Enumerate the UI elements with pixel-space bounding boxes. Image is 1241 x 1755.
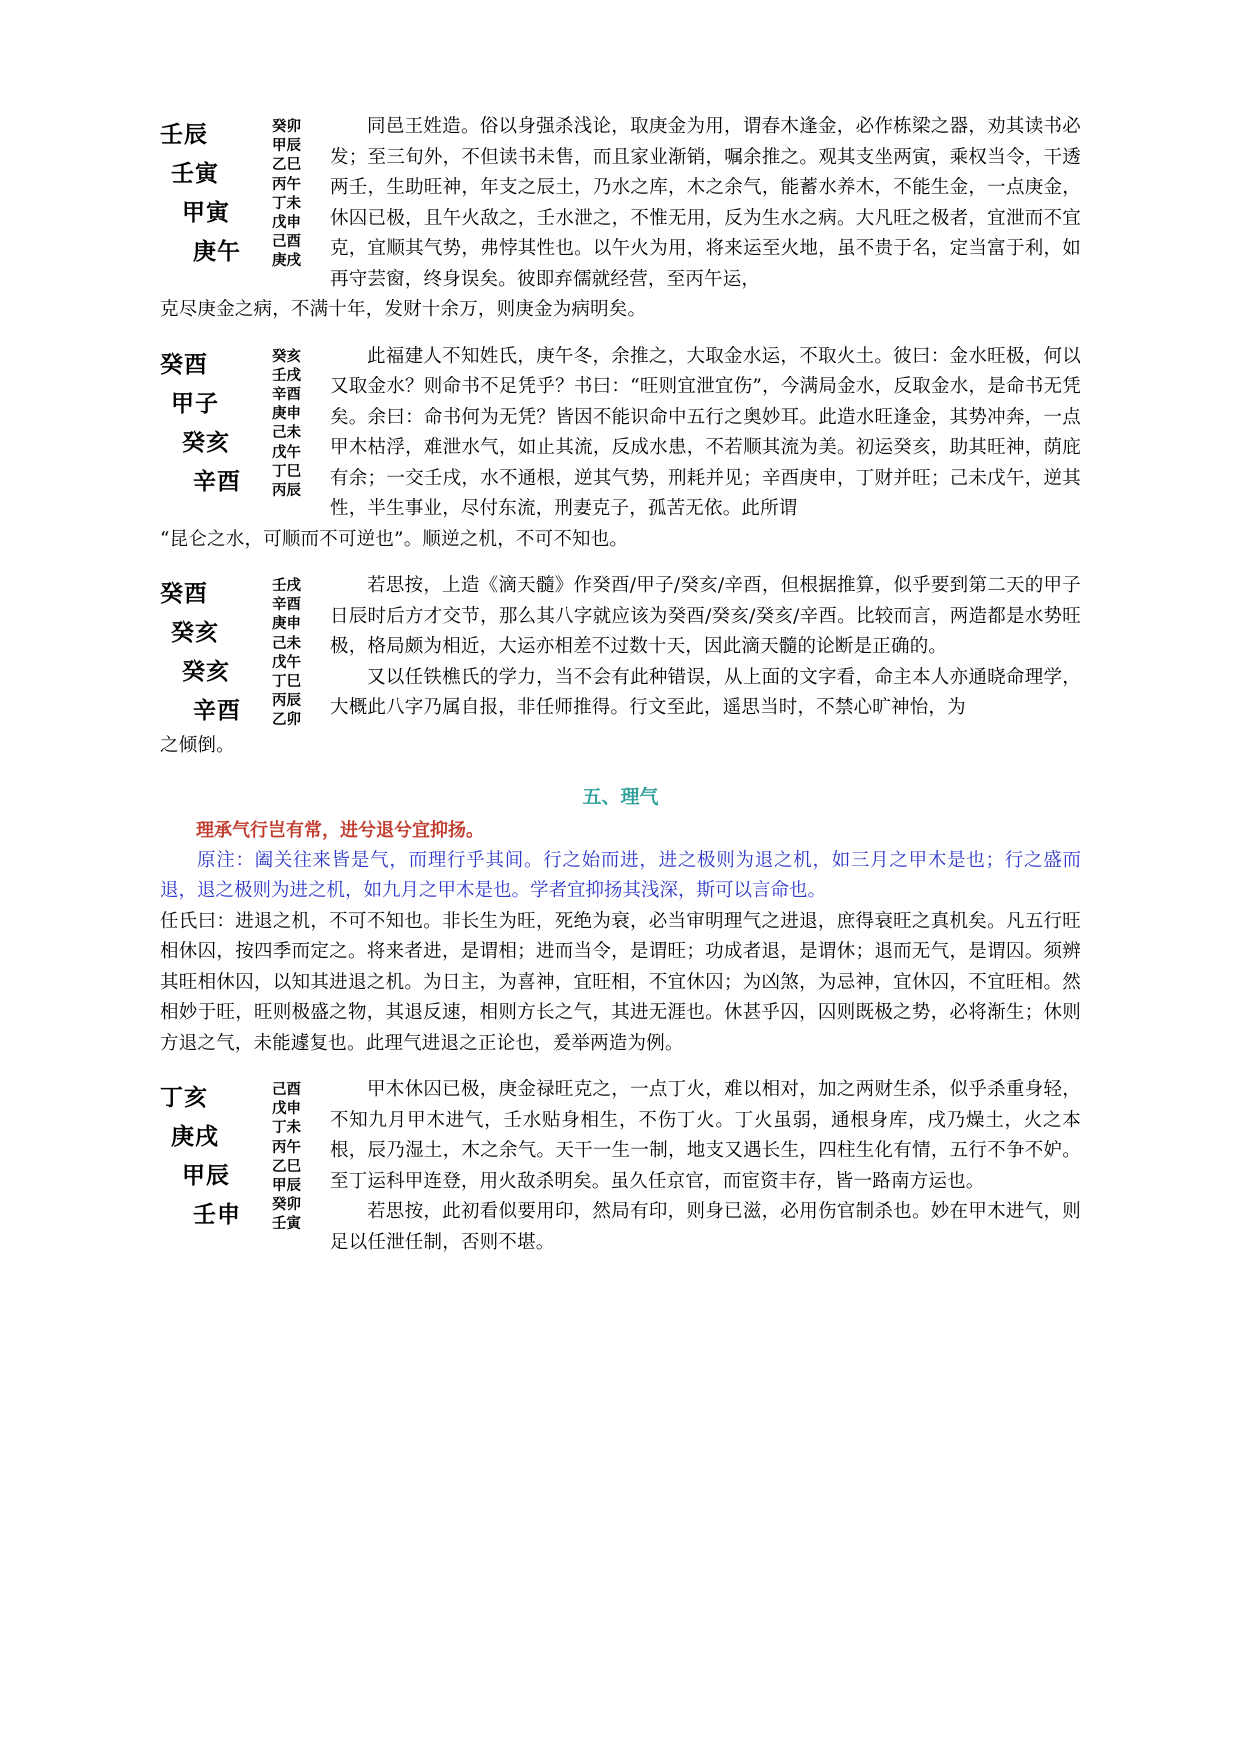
- luck-branch: 酉: [286, 386, 301, 403]
- case-text-1: [330, 112, 1081, 295]
- page-content: [160, 112, 1081, 1258]
- luck-stem: 庚: [272, 616, 287, 633]
- pillar-month: 癸亥: [171, 620, 219, 646]
- luck-branch: 辰: [286, 138, 301, 155]
- case-paragraph-secondary: 又以任铁樵氏的学力，当不会有此种错误，从上面的文字看，命主本人亦通晓命理学，大概此八字乃属自报，非任师推得。行文至此，遥思当时，不禁心旷神怡，为: [330, 666, 1081, 718]
- luck-branch: 申: [286, 406, 301, 423]
- luck-branches-1: [287, 118, 302, 272]
- case-final-note: 若思按，此初看似要用印，然局有印，则身已滋，必用伤官制杀也。妙在甲木进气，则足以任泄任制，否则不堪。: [330, 1201, 1081, 1253]
- pillar-day: 癸亥: [182, 659, 230, 685]
- luck-stem: 己: [272, 1082, 287, 1098]
- case-text-2: [330, 342, 1081, 525]
- luck-branch: 酉: [286, 234, 301, 251]
- luck-branch: 戌: [286, 253, 301, 270]
- luck-stem: 戊: [272, 654, 287, 671]
- luck-branch: 巳: [286, 674, 301, 691]
- luck-branch: 卯: [286, 119, 301, 135]
- four-pillars-2: [160, 346, 268, 502]
- luck-branches-2: [287, 348, 302, 502]
- case-paragraph: 甲木休囚已极，庚金禄旺克之，一点丁火，难以相对，加之两财生杀，似乎杀重身轻，不知九月甲木进气，壬水贴身相生，不伤丁火。丁火虽弱，通根身库，戌乃燥土，火之本根，辰乃湿土，木之余气。天干一生一制，地支又遇长生，四柱生化有情，五行不争不妒。至丁运科甲连登，用火敌杀明矣。虽久任京官，而宦资丰存，皆一路南方运也。: [330, 1079, 1081, 1192]
- case-text-3: [330, 571, 1081, 724]
- case-block-2: [160, 342, 1081, 525]
- luck-branch: 巳: [286, 157, 301, 174]
- luck-branch: 巳: [286, 463, 301, 480]
- pillar-hour: 辛酉: [193, 698, 241, 724]
- luck-stem: 庚: [272, 253, 287, 270]
- luck-branch: 寅: [286, 1216, 301, 1233]
- pillar-month: 壬寅: [171, 161, 219, 187]
- pillar-hour: 庚午: [193, 239, 241, 265]
- luck-stem: 丙: [272, 482, 287, 499]
- case-block-1: [160, 112, 1081, 295]
- pillar-month: 甲子: [171, 390, 219, 417]
- pillar-day: 甲寅: [182, 200, 230, 226]
- luck-stem: 辛: [272, 386, 287, 403]
- luck-stem: 丁: [272, 674, 287, 691]
- luck-stem: 己: [272, 635, 287, 652]
- luck-branch: 午: [286, 176, 301, 193]
- pillar-day: 癸亥: [182, 429, 230, 456]
- section-verse: 理承气行岂有常，进兮退兮宜抑扬。: [196, 819, 484, 841]
- luck-stem: 丁: [272, 463, 287, 480]
- luck-stems-1: [272, 118, 287, 272]
- pillar-year: 癸酉: [160, 581, 208, 607]
- four-pillars-4: [160, 1079, 268, 1235]
- luck-stem: 丁: [272, 195, 287, 212]
- luck-stem: 癸: [272, 1197, 287, 1214]
- luck-stem: 乙: [272, 712, 287, 729]
- luck-stem: 乙: [272, 157, 287, 174]
- luck-stem: 壬: [272, 367, 287, 384]
- luck-stem: 戊: [272, 215, 287, 232]
- luck-branch: 申: [286, 616, 301, 633]
- case-overflow-2: “昆仑之水，可顺而不可逆也”。顺逆之机，不可不知也。: [160, 528, 629, 550]
- luck-stem: 壬: [272, 578, 287, 594]
- bazi-chart-3: [160, 571, 330, 731]
- pillar-hour: 辛酉: [193, 468, 241, 495]
- luck-stem: 癸: [272, 348, 287, 365]
- luck-cycle-3: [272, 575, 301, 731]
- luck-stem: 戊: [272, 444, 287, 461]
- luck-stem: 癸: [272, 119, 287, 135]
- luck-branch: 未: [286, 635, 301, 652]
- case-paragraph: 此福建人不知姓氏，庚午冬，余推之，大取金水运，不取火土。彼曰：金水旺极，何以又取金水？则命书不足凭乎？书曰：“旺则宜泄宜伤”，今满局金水，反取金水，是命书无凭矣。余曰：命书何为无凭？皆因不能识命中五行之奥妙耳。此造水旺逢金，其势冲奔，一点甲木枯浮，难泄水气，如止其流，反成水患，不若顺其流为美。初运癸亥，助其旺神，荫庇有余；一交壬戌，水不通根，逆其气势，刑耗并见；辛酉庚申，丁财并旺；己未戊午，逆其性，半生事业，尽付东流，刑妻克子，孤苦无依。此所谓: [330, 345, 1081, 519]
- case-paragraph: 同邑王姓造。俗以身强杀浅论，取庚金为用，谓春木逢金，必作栋梁之器，劝其读书必发；至三旬外，不但读书未售，而且家业渐销，嘱余推之。观其支坐两寅，乘权当令，干透两壬，生助旺神，年支之辰土，乃水之库，木之余气，能蓄水养木，不能生金，一点庚金，休囚已极，且午火敌之，壬水泄之，不惟无用，反为生水之病。大凡旺之极者，宜泄而不宜克，宜顺其气势，弗悖其性也。以午火为用，将来运至火地，虽不贵于名，定当富于利，如再守芸窗，终身误矣。彼即弃儒就经营，至丙午运，: [330, 116, 1081, 290]
- luck-branch: 戌: [286, 367, 301, 384]
- luck-stem: 戊: [272, 1101, 287, 1118]
- luck-branch: 辰: [286, 693, 301, 710]
- luck-branch: 午: [286, 444, 301, 461]
- luck-branch: 戌: [286, 578, 301, 594]
- pillar-year: 癸酉: [160, 351, 208, 378]
- luck-branch: 亥: [286, 348, 301, 365]
- luck-branch: 酉: [286, 597, 301, 614]
- four-pillars-3: [160, 575, 268, 731]
- luck-branch: 午: [286, 654, 301, 671]
- pillar-hour: 壬申: [193, 1202, 241, 1228]
- luck-branches-3: [287, 577, 302, 731]
- pillar-year: 丁亥: [160, 1085, 208, 1111]
- luck-stem: 己: [272, 425, 287, 442]
- pillar-month: 庚戌: [171, 1124, 219, 1150]
- luck-stem: 丁: [272, 1120, 287, 1137]
- luck-cycle-2: [272, 346, 301, 502]
- luck-cycle-4: [272, 1079, 301, 1235]
- luck-branch: 卯: [286, 1197, 301, 1214]
- luck-stems-3: [272, 577, 287, 731]
- section-heading: 五、理气: [582, 785, 659, 808]
- luck-branch: 申: [286, 1101, 301, 1118]
- case-paragraph: 若思按，上造《滴天髓》作癸酉/甲子/癸亥/辛酉，但根据推算，似乎要到第二天的甲子日辰时后方才交节，那么其八字就应该为癸酉/癸亥/癸亥/辛酉。比较而言，两造都是水势旺极，格局颇为相近，大运亦相差不过数十天，因此滴天髓的论断是正确的。: [330, 575, 1081, 657]
- luck-branch: 午: [286, 1139, 301, 1156]
- luck-stem: 甲: [272, 1178, 287, 1195]
- luck-branch: 未: [286, 425, 301, 442]
- luck-branch: 未: [286, 1120, 301, 1137]
- pillar-day: 甲辰: [182, 1163, 230, 1189]
- bazi-chart-1: [160, 112, 330, 272]
- luck-branch: 申: [286, 215, 301, 232]
- luck-stem: 壬: [272, 1216, 287, 1233]
- luck-stem: 丙: [272, 176, 287, 193]
- luck-branches-4: [287, 1081, 302, 1235]
- luck-stem: 己: [272, 234, 287, 251]
- luck-stem: 甲: [272, 138, 287, 155]
- luck-branch: 辰: [286, 1178, 301, 1195]
- pillar-year: 壬辰: [160, 122, 208, 148]
- case-text-4: [330, 1075, 1081, 1258]
- luck-stems-4: [272, 1081, 287, 1235]
- luck-stem: 丙: [272, 1139, 287, 1156]
- luck-stem: 庚: [272, 406, 287, 423]
- case-overflow-3: 之倾倒。: [160, 735, 235, 756]
- luck-branch: 卯: [286, 712, 301, 729]
- luck-branch: 巳: [286, 1158, 301, 1175]
- bazi-chart-4: [160, 1075, 330, 1235]
- luck-branch: 酉: [286, 1082, 301, 1098]
- luck-cycle-1: [272, 116, 301, 272]
- case-overflow-1: 克尽庚金之病，不满十年，发财十余万，则庚金为病明矣。: [160, 299, 647, 320]
- section-annotation: [160, 846, 1081, 907]
- case-block-3: [160, 571, 1081, 731]
- luck-stem: 辛: [272, 597, 287, 614]
- section-commentary: 任氏曰：进退之机，不可不知也。非长生为旺，死绝为衰，必当审明理气之进退，庶得衰旺之真机矣。凡五行旺相休囚，按四季而定之。将来者进，是谓相；进而当令，是谓旺；功成者退，是谓休；退而无气，是谓囚。须辨其旺相休囚，以知其进退之机。为日主，为喜神，宜旺相，不宜休囚；为凶煞，为忌神，宜休囚，不宜旺相。然相妙于旺，旺则极盛之物，其退反速，相则方长之气，其进无涯也。休甚乎囚，囚则既极之势，必将渐生；休则方退之气，未能遽复也。此理气进退之正论也，爰举两造为例。: [160, 910, 1081, 1054]
- bazi-chart-2: [160, 342, 330, 502]
- luck-branch: 未: [286, 195, 301, 212]
- four-pillars-1: [160, 116, 268, 272]
- luck-stem: 丙: [272, 693, 287, 710]
- luck-stem: 乙: [272, 1158, 287, 1175]
- luck-stems-2: [272, 348, 287, 502]
- annotation-text: 原注：阖关往来皆是气，而理行乎其间。行之始而进，进之极则为退之机，如三月之甲木是也；行之盛而退，退之极则为进之机，如九月之甲木是也。学者宜抑扬其浅深，斯可以言命也。: [160, 849, 1081, 901]
- case-block-4: [160, 1075, 1081, 1258]
- luck-branch: 辰: [286, 482, 301, 499]
